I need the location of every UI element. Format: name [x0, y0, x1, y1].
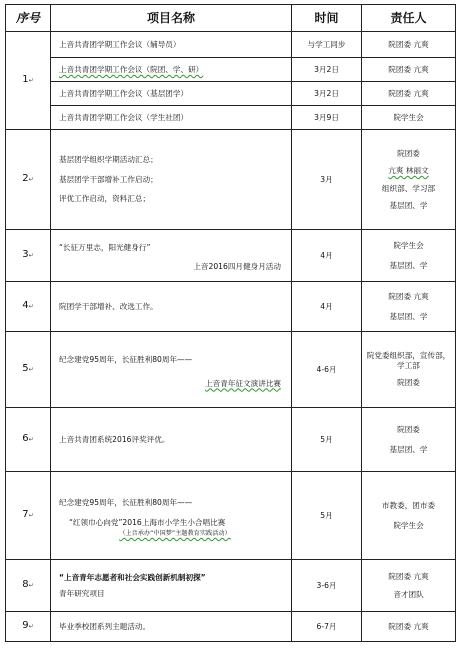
time-cell: 3月	[292, 130, 362, 230]
owner-cell: 院团委 亢爽 基层团、学	[362, 282, 456, 332]
time-cell: 4-6月	[292, 332, 362, 408]
header-item: 项目名称	[51, 5, 292, 32]
time-cell: 3月9日	[292, 106, 362, 130]
table-row	[6, 560, 456, 612]
item-cell: 毕业季校团系列主题活动。	[51, 612, 292, 642]
item-cell: 上音共青团学期工作会议（基层团学）	[51, 82, 292, 106]
owner-cell: 院团委 亢爽	[362, 58, 456, 82]
owner-cell: 院团委 亢爽	[362, 82, 456, 106]
item-cell: 纪念建党95周年，长征胜利80周年—— “红领巾心向党”2016上海市小学生小合唱比赛 （上音承办“中国梦”主题教育实践活动）	[51, 472, 292, 560]
schedule-table	[5, 4, 456, 642]
time-cell: 5月	[292, 472, 362, 560]
table-row	[6, 282, 456, 332]
row-number: 8↵	[6, 560, 51, 612]
item-cell: 院团学干部增补、改选工作。	[51, 282, 292, 332]
header-owner: 责任人	[362, 5, 456, 32]
header-time: 时间	[292, 5, 362, 32]
item-cell: 上音共青团学期工作会议（院团、学、研）	[51, 58, 292, 82]
item-cell: 上音共青团系统2016评奖评优。	[51, 408, 292, 472]
table-row	[6, 58, 456, 82]
owner-cell: 院团委 亢爽 林丽文 组织部、学习部 基层团、学	[362, 130, 456, 230]
table-row	[6, 612, 456, 642]
item-cell: 基层团学组织学期活动汇总； 基层团学干部增补工作启动； 评优工作启动，资料汇总；	[51, 130, 292, 230]
owner-cell: 院团委 基层团、学	[362, 408, 456, 472]
table-row	[6, 130, 456, 230]
row-number: 2↵	[6, 130, 51, 230]
row-number: 9↵	[6, 612, 51, 642]
owner-cell: 院团委 亢爽	[362, 612, 456, 642]
time-cell: 4月	[292, 282, 362, 332]
row-number: 4↵	[6, 282, 51, 332]
table-row	[6, 230, 456, 282]
row-number: 3↵	[6, 230, 51, 282]
table-row	[6, 408, 456, 472]
time-cell: 5月	[292, 408, 362, 472]
item-cell: 纪念建党95周年，长征胜利80周年—— 上音青年征文演讲比赛	[51, 332, 292, 408]
table-row	[6, 82, 456, 106]
time-cell: 3月2日	[292, 58, 362, 82]
time-cell: 与学工同步	[292, 32, 362, 58]
table-row	[6, 106, 456, 130]
item-cell: 上音共青团学期工作会议（学生社团）	[51, 106, 292, 130]
owner-cell: 院团委 亢爽 音才团队	[362, 560, 456, 612]
header-no: 序号	[6, 5, 51, 32]
row-number: 1↵	[6, 32, 51, 130]
owner-cell: 市教委，团市委 院学生会	[362, 472, 456, 560]
owner-cell: 院党委组织部，宣传部，学工部 院团委	[362, 332, 456, 408]
time-cell: 4月	[292, 230, 362, 282]
owner-cell: 院学生会	[362, 106, 456, 130]
header-row	[6, 5, 456, 32]
table-row	[6, 32, 456, 58]
owner-cell: 院学生会 基层团、学	[362, 230, 456, 282]
time-cell: 3-6月	[292, 560, 362, 612]
table-row	[6, 332, 456, 408]
item-cell: “上音青年志愿者和社会实践创新机制初探” 青年研究项目	[51, 560, 292, 612]
time-cell: 6-7月	[292, 612, 362, 642]
time-cell: 3月2日	[292, 82, 362, 106]
row-number: 5↵	[6, 332, 51, 408]
row-number: 7↵	[6, 472, 51, 560]
item-cell: 上音共青团学期工作会议（辅导员）	[51, 32, 292, 58]
item-cell: “长征万里志，阳光健身行” 上音2016四月健身月活动	[51, 230, 292, 282]
owner-cell: 院团委 亢爽	[362, 32, 456, 58]
row-number: 6↵	[6, 408, 51, 472]
table-row	[6, 472, 456, 560]
